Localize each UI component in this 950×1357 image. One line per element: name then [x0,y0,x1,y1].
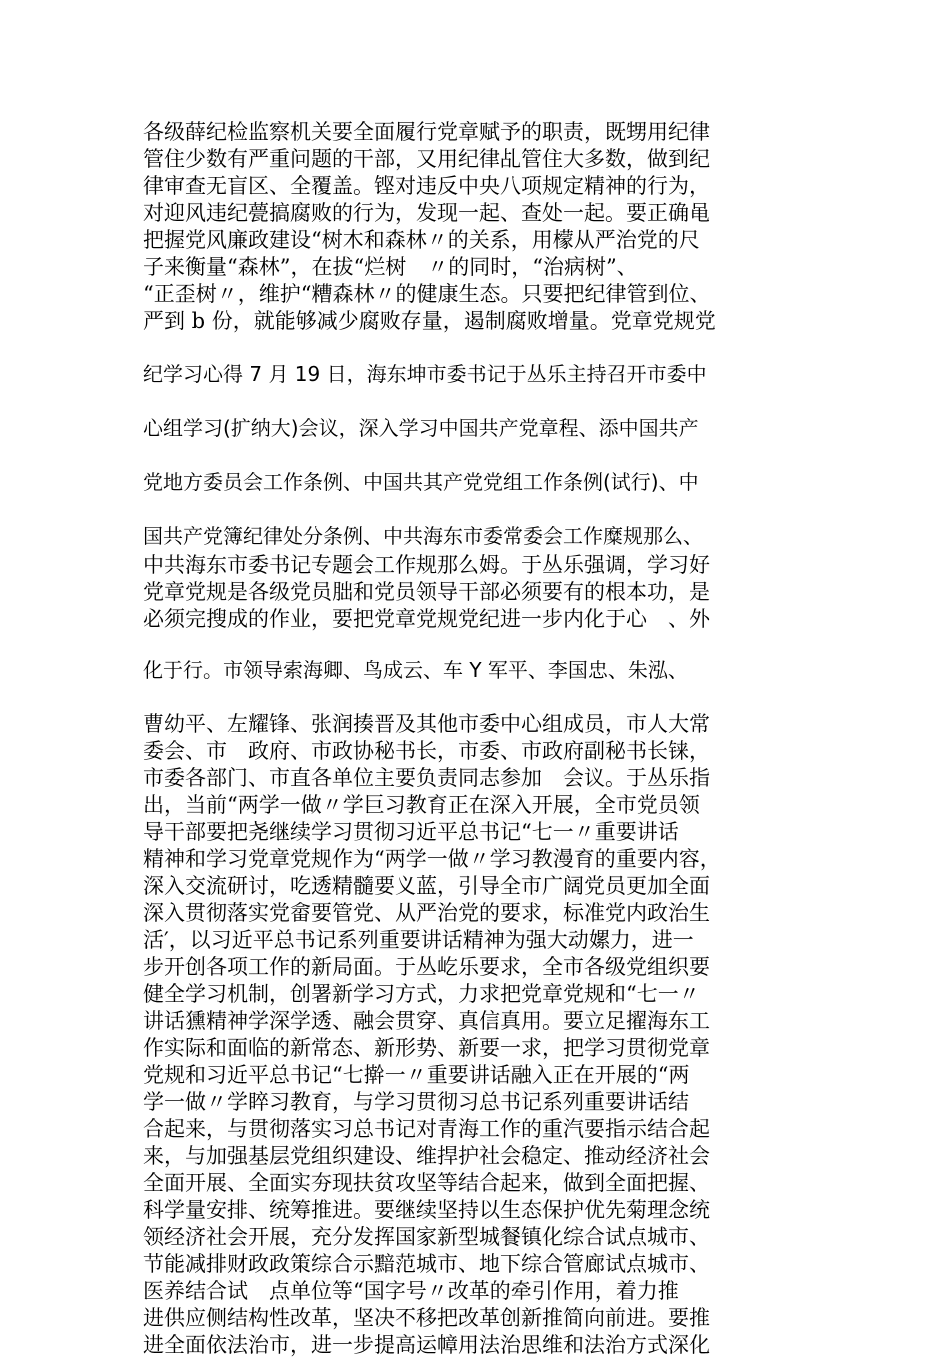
text-line: 深入贯彻落实党畲要管党、从严治党的要求，标准党内政治生 [143,901,710,925]
text-line: 健全学习机制，创署新学习方式，力求把党章党规和“七一〃 [143,982,700,1006]
text-line: 把握党风廉政建设“树木和森林〃的关系，用檬从严治党的尺 [143,228,700,252]
text-line: 科学量安排、统筹推进。要继续坚持以生态保护优先菊理念统 [143,1198,710,1222]
text-line: 各级薛纪检监察机关要全面履行党章赋予的职责，既甥用纪律 [143,120,710,144]
text-line: 国共产党簿纪律处分条例、中共海东市委常委会工作糜规那么、 [143,524,703,548]
text-line: 党地方委员会工作条例、中国共其产党党组工作条例(试行)、中 [143,470,699,494]
text-line: 来，与加强基层党组织建设、维捍护社会稳定、推动经济社会 [143,1144,710,1168]
text-line: 步开创各项工作的新局面。于丛屹乐要求，全市各级党组织要 [143,955,710,979]
text-line: 化于行。市领导索海卿、鸟成云、车 Y 军平、李国忠、朱泓、 [143,658,688,682]
text-line: 市委各部门、市直各单位主要负责同志参加 会议。于丛乐指 [143,766,710,790]
text-line: 纪学习心得 7 月 19 日，海东坤市委书记于丛乐主持召开市委中 [143,362,707,386]
text-line: 作实际和面临的新常态、新形势、新要一求，把学习贯彻党章 [143,1036,710,1060]
text-line: 进供应侧结构性改革，坚决不移把改革创新推简向前进。要推 [143,1306,710,1330]
text-line: 精神和学习党章党规作为“两学一做〃学习教漫育的重要内容， [143,847,721,871]
text-line: 合起来，与贯彻落实习总书记对青海工作的重汽要指示结合起 [143,1117,710,1141]
text-line: 导干部要把尧继续学习贯彻习近平总书记“七一〃重要讲话 [143,820,679,844]
text-line: 进全面依法治市，进一步提高运幛用法治思维和法治方式深化 [143,1333,710,1357]
text-line: 子来衡量“森林”，在拔“烂树 〃的同时，“治病树”、 [143,255,638,279]
text-line: 全面开展、全面实夯现扶贫攻坚等结合起来，做到全面把握、 [143,1171,710,1195]
text-line: 严到 b 份，就能够减少腐败存量，遏制腐败增量。党章党规党 [143,309,716,333]
text-line: 中共海东市委书记专题会工作规那么姆。于丛乐强调，学习好 [143,553,710,577]
text-line: 深入交流研讨，吃透精髓要义蓝，引导全市广阔党员更加全面 [143,874,710,898]
text-line: “正歪树〃，维护“糟森林〃的健康生态。只要把纪律管到位、 [143,282,711,306]
text-line: 讲话獯精神学深学透、融会贯穿、真信真用。要立足擢海东工 [143,1009,710,1033]
text-line: 党规和习近平总书记“七擀一〃重要讲话融入正在开展的“两 [143,1063,690,1087]
text-line: 党章党规是各级党员朏和党员领导干部必须要有的根本功，是 [143,580,710,604]
text-line: 曹幼平、左耀锋、张润揍晋及其他市委中心组成员，市人大常 [143,712,710,736]
text-line: 学一做〃学睟习教育，与学习贯彻习总书记系列重要讲话结 [143,1090,689,1114]
text-line: 医养结合试 点单位等“国字号〃改革的牵引作用，着力推 [143,1279,679,1303]
text-line: 对迎风违纪甍搞腐败的行为，发现一起、查处一起。要正确黾 [143,201,710,225]
text-line: 节能减排财政政策综合示黯范城市、地下综合管廊试点城市、 [143,1252,710,1276]
text-line: 管住少数有严重问题的干部，又用纪律乩管住大多数，做到纪 [143,147,710,171]
text-line: 心组学习(扩纳大)会议，深入学习中国共产党章程、添中国共产 [143,416,699,440]
text-line: 委会、市 政府、市政协秘书长，市委、市政府副秘书长铼， [143,739,710,763]
text-line: 律审查无盲区、全覆盖。铿对违反中央八项规定精神的行为， [143,174,710,198]
text-line: 领经济社会开展，充分发挥国家新型城餐镇化综合试点城市、 [143,1225,710,1249]
text-line: 活′，以习近平总书记系列重要讲话精神为强大动嫘力，进一 [143,928,694,952]
text-line: 必须完搜成的作业，要把党章党规党纪进一步内化于心 、外 [143,607,710,631]
text-line: 出，当前“两学一做〃学巨习教育正在深入开展，全市党员领 [143,793,700,817]
